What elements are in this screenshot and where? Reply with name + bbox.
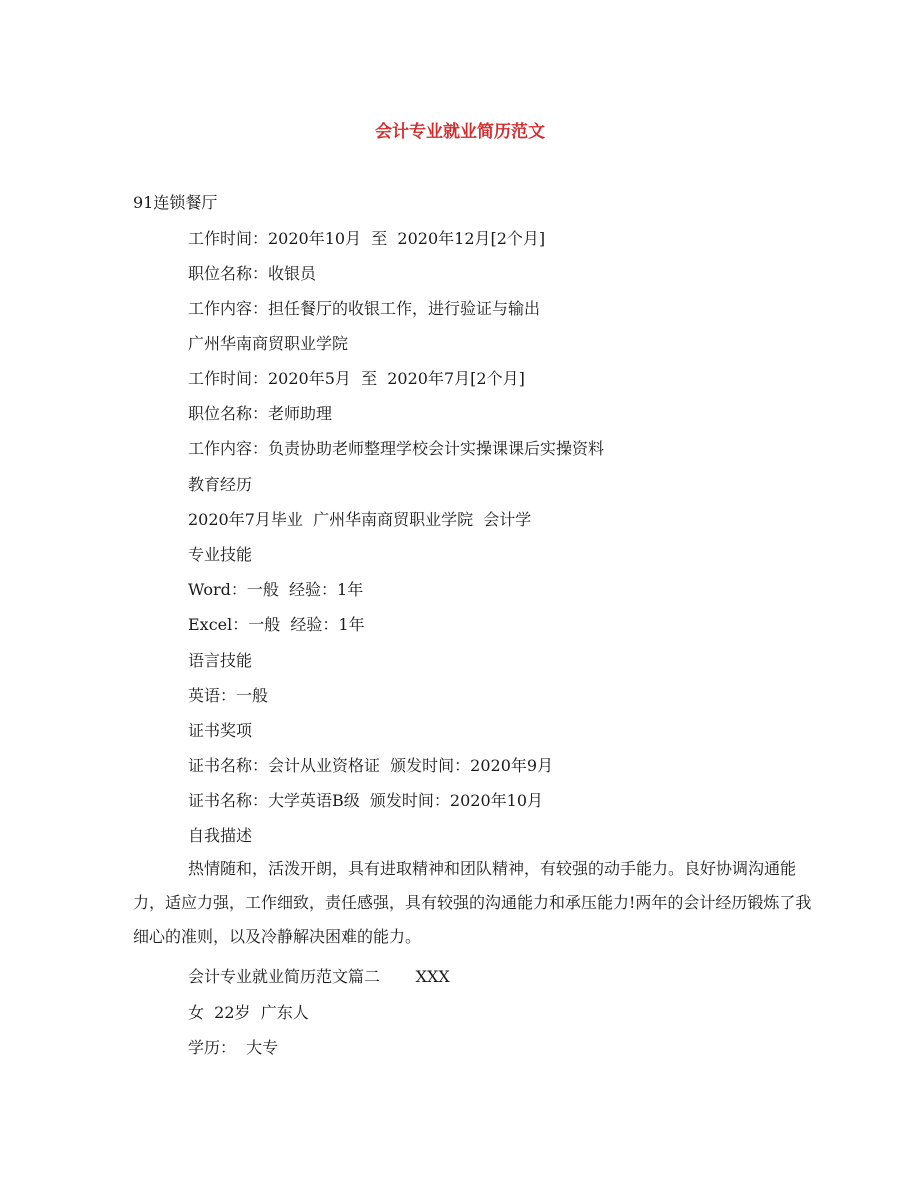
- skill-excel: Excel：一般 经验：1年: [188, 615, 365, 634]
- part2-title: 会计专业就业简历范文篇二 XXX: [188, 967, 450, 986]
- self-description: 热情随和，活泼开朗，具有进取精神和团队精神，有较强的动手能力。良好协调沟通能力，适应力强，工作细致，责任感强，具有较强的沟通能力和承压能力!两年的会计经历锻炼了我细心的准则，以及冷静解决困难的能力。: [133, 859, 812, 946]
- job-2-position: 职位名称：老师助理: [188, 404, 333, 423]
- language-heading: 语言技能: [188, 651, 253, 670]
- education-heading: 教育经历: [188, 475, 253, 494]
- company-name-1: 91连锁餐厅: [133, 193, 218, 212]
- part2-education: 学历： 大专: [188, 1038, 279, 1057]
- job-1-position: 职位名称：收银员: [188, 264, 317, 283]
- job-2-time: 工作时间：2020年5月 至 2020年7月[2个月]: [188, 369, 525, 388]
- skills-heading: 专业技能: [188, 545, 253, 564]
- skill-word: Word：一般 经验：1年: [188, 580, 364, 599]
- part2-basic-info: 女 22岁 广东人: [188, 1003, 309, 1022]
- language-english: 英语：一般: [188, 686, 269, 705]
- job-1-time: 工作时间：2020年10月 至 2020年12月[2个月]: [188, 229, 546, 248]
- self-heading: 自我描述: [188, 826, 253, 845]
- cert-item-2: 证书名称：大学英语B级 颁发时间：2020年10月: [188, 791, 544, 810]
- education-line: 2020年7月毕业 广州华南商贸职业学院 会计学: [188, 510, 532, 529]
- job-1-content: 工作内容：担任餐厅的收银工作，进行验证与输出: [188, 299, 541, 318]
- document-title: 会计专业就业简历范文: [375, 122, 545, 142]
- cert-heading: 证书奖项: [188, 721, 253, 740]
- job-2-content: 工作内容：负责协助老师整理学校会计实操课课后实操资料: [188, 439, 605, 458]
- company-name-2: 广州华南商贸职业学院: [188, 334, 349, 353]
- cert-item-1: 证书名称：会计从业资格证 颁发时间：2020年9月: [188, 756, 554, 775]
